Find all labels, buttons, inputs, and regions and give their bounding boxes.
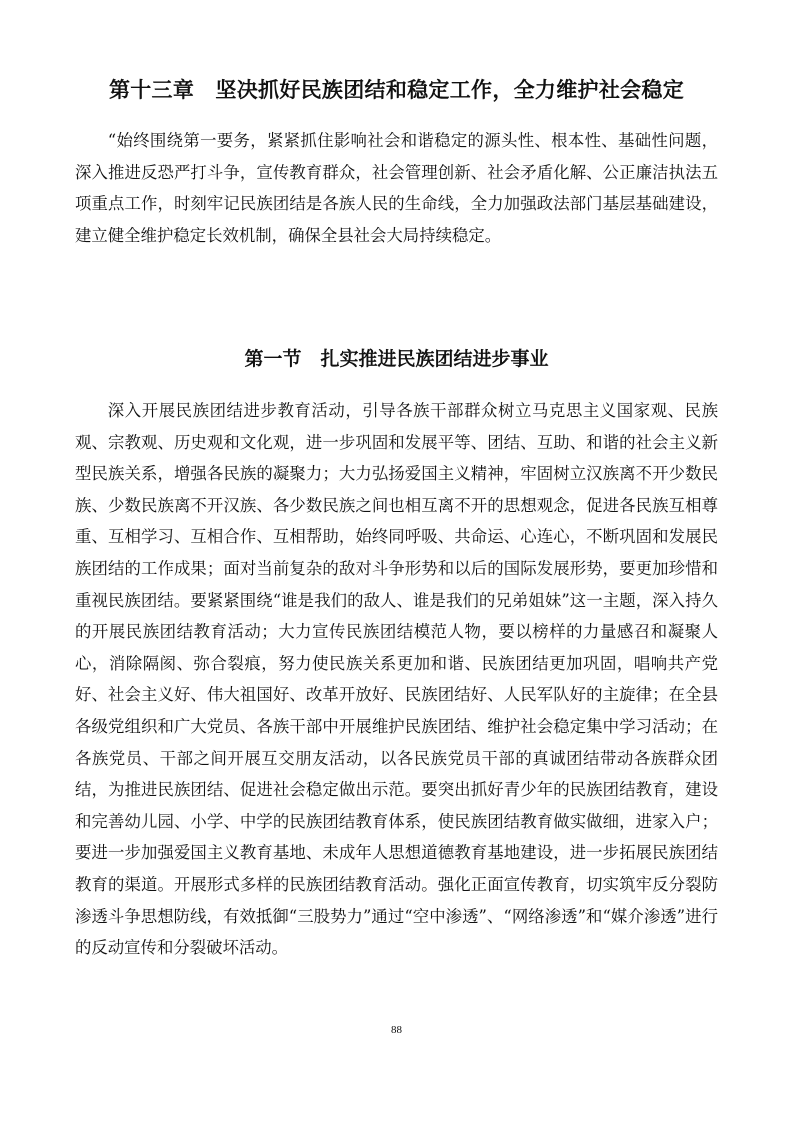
chapter-title: 第十三章 坚决抓好民族团结和稳定工作，全力维护社会稳定 [108,78,685,102]
page-number: 88 [391,1024,402,1036]
section-title: 第一节 扎实推进民族团结进步事业 [244,348,549,370]
chapter-intro-paragraph: “始终围绕第一要务，紧紧抓住影响社会和谐稳定的源头性、根本性、基础性问题，深入推进反恐严打斗争，宣传教育群众，社会管理创新、社会矛盾化解、公正廉洁执法五项重点工作，时刻牢记民族团结是各族人民的生命线，全力加强政法部门基层基础建设，建立健全维护稳定长效机制，确保全县社会大局持续稳定。 [75,131,718,245]
section-body-paragraph: 深入开展民族团结进步教育活动，引导各族干部群众树立马克思主义国家观、民族观、宗教观、历史观和文化观，进一步巩固和发展平等、团结、互助、和谐的社会主义新型民族关系，增强各民族的凝聚力；大力弘扬爱国主义精神，牢固树立汉族离不开少数民族、少数民族离不开汉族、各少数民族之间也相互离不开的思想观念，促进各民族互相尊重、互相学习、互相合作、互相帮助，始终同呼吸、共命运、心连心，不断巩固和发展民族团结的工作成果；面对当前复杂的敌对斗争形势和以后的国际发展形势，要更加珍惜和重视民族团结。要紧紧围绕“谁是我们的敌人、谁是我们的兄弟姐妹”这一主题，深入持久的开展民族团结教育活动；大力宣传民族团结模范人物，要以榜样的力量感召和凝聚人心，消除隔阂、弥合裂痕，努力使民族关系更加和谐、民族团结更加巩固，唱响共产党好、社会主义好、伟大祖国好、改革开放好、民族团结好、人民军队好的主旋律；在全县各级党组织和广大党员、各族干部中开展维护民族团结、维护社会稳定集中学习活动；在各族党员、干部之间开展互交朋友活动，以各民族党员干部的真诚团结带动各族群众团结，为推进民族团结、促进社会稳定做出示范。要突出抓好青少年的民族团结教育，建设和完善幼儿园、小学、中学的民族团结教育体系，使民族团结教育做实做细，进家入户；要进一步加强爱国主义教育基地、未成年人思想道德教育基地建设，进一步拓展民族团结教育的渠道。开展形式多样的民族团结教育活动。强化正面宣传教育，切实筑牢反分裂防渗透斗争思想防线，有效抵御“三股势力”通过“空中渗透”、“网络渗透”和“媒介渗透”进行的反动宣传和分裂破坏活动。 [75,401,718,958]
